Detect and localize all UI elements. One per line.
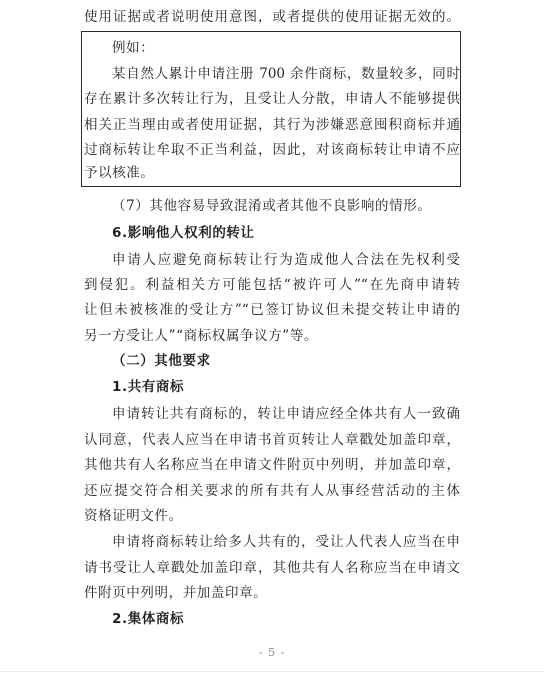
- section-1-line: 资格证明文件。: [84, 508, 183, 524]
- section-1-line: 申请将商标转让给多人共有的，受让人代表人应当在申: [112, 534, 460, 550]
- example-line: 过商标转让牟取不正当利益，因此，对该商标转让申请不应: [84, 142, 460, 158]
- section-1-line: 认同意，代表人应当在申请书首页转让人章戳处加盖印章，: [84, 432, 460, 448]
- section-1-line: 件附页中列明，并加盖印章。: [84, 585, 268, 601]
- example-line: 存在累计多次转让行为，且受让人分散，申请人不能够提供: [84, 91, 460, 107]
- example-line: 相关正当理由或者使用证据，其行为涉嫌恶意囤积商标并通: [84, 117, 460, 133]
- page-number: - 5 -: [258, 646, 286, 659]
- example-line: 予以核准。: [84, 165, 155, 181]
- section-2-heading: 2.集体商标: [112, 611, 185, 627]
- section-1-line: 还应提交符合相关要求的所有共有人从事经营活动的主体: [84, 483, 460, 499]
- page-bottom-edge: [0, 671, 544, 672]
- example-line: 某自然人累计申请注册 700 余件商标，数量较多，同时: [112, 66, 460, 82]
- section-1-line: 请书受让人章戳处加盖印章，其他共有人名称应当在申请文: [84, 560, 460, 576]
- section-6-heading: 6.影响他人权利的转让: [112, 225, 255, 241]
- section-6-line: 申请人应避免商标转让行为造成他人合法在先权利受: [112, 252, 460, 268]
- intro-line: 使用证据或者说明使用意图，或者提供的使用证据无效的。: [84, 9, 460, 25]
- section-1-line: 申请转让共有商标的，转让申请应经全体共有人一致确: [112, 406, 460, 422]
- section-6-line: 到侵犯。利益相关方可能包括“被许可人”“在先商申请转: [84, 277, 460, 293]
- section-6-line: 另一方受让人”“商标权属争议方”等。: [84, 328, 319, 344]
- example-heading: 例如：: [112, 40, 155, 56]
- section-1-heading: 1.共有商标: [112, 379, 185, 395]
- section-6-line: 让但未被核准的受让方”“已签订协议但未提交转让申请的: [84, 302, 460, 318]
- item-7: （7）其他容易导致混淆或者其他不良影响的情形。: [112, 198, 432, 214]
- part-2-heading: （二）其他要求: [112, 353, 211, 369]
- section-1-line: 其他共有人名称应当在申请文件附页中列明，并加盖印章，: [84, 457, 460, 473]
